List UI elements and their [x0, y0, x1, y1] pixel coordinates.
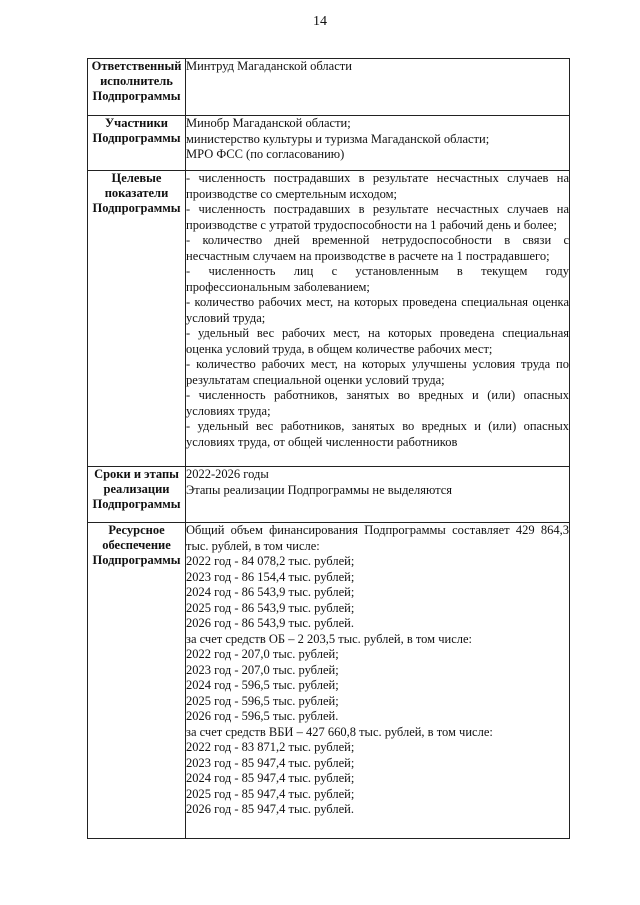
label-timing: Сроки и этапы реализации Подпрограммы: [88, 467, 186, 523]
funding-line: Общий объем финансирования Подпрограммы составляет 429 864,3 тыс. рублей, в том числе:: [186, 523, 569, 553]
row-responsible: [88, 59, 570, 116]
page-number: 14: [313, 14, 327, 29]
timing-line: Этапы реализации Подпрограммы не выделяются: [186, 482, 453, 497]
funding-line: 2024 год - 86 543,9 тыс. рублей;: [186, 585, 355, 599]
row-participants: [88, 116, 570, 171]
funding-line: 2022 год - 83 871,2 тыс. рублей;: [186, 740, 355, 754]
indicator-item: - численность лиц с установленным в текущем году профессиональным заболеванием;: [186, 264, 569, 294]
funding-line: 2025 год - 85 947,4 тыс. рублей;: [186, 786, 355, 801]
indicator-item: - численность работников, занятых во вредных и (или) опасных условиях труда;: [186, 388, 569, 418]
indicator-item: - численность пострадавших в результате несчастных случаев на производстве со смертельным исходом;: [186, 171, 569, 201]
indicator-item: - удельный вес работников, занятых во вредных и (или) опасных условиях труда, от общей численности работников: [186, 419, 569, 449]
row-indicators: [88, 171, 570, 467]
indicator-item: - удельный вес рабочих мест, на которых проведена специальная оценка условий труда, в общем количестве рабочих мест;: [186, 326, 569, 356]
participant-line: МРО ФСС (по согласованию): [186, 147, 345, 161]
label-funding: Ресурсное обеспечение Подпрограммы: [88, 523, 186, 839]
subprogram-passport-table: [87, 58, 570, 839]
value-timing: [186, 467, 570, 523]
indicator-item: - количество рабочих мест, на которых улучшены условия труда по результатам специальной оценки условий труда;: [186, 357, 569, 387]
funding-line: 2025 год - 86 543,9 тыс. рублей;: [186, 600, 355, 615]
label-indicators: Целевые показатели Подпрограммы: [88, 171, 186, 467]
participant-line: Минобр Магаданской области;: [186, 116, 351, 130]
label-participants: Участники Подпрограммы: [88, 116, 186, 171]
value-indicators: [186, 171, 570, 467]
row-funding: [88, 523, 570, 839]
label-responsible: Ответственный исполнитель Подпрограммы: [88, 59, 186, 116]
funding-line: 2025 год - 596,5 тыс. рублей;: [186, 693, 339, 708]
funding-line: 2026 год - 596,5 тыс. рублей.: [186, 709, 339, 723]
indicator-item: - количество рабочих мест, на которых проведена специальная оценка условий труда;: [186, 295, 569, 325]
indicator-item: - количество дней временной нетрудоспособности в связи с несчастным случаем на производстве в расчете на 1 пострадавшего;: [186, 233, 569, 263]
timing-line: 2022-2026 годы: [186, 467, 269, 481]
funding-line: 2026 год - 85 947,4 тыс. рублей.: [186, 802, 354, 816]
funding-line: 2022 год - 207,0 тыс. рублей;: [186, 647, 339, 661]
value-participants: [186, 116, 570, 171]
value-funding: [186, 523, 570, 839]
value-responsible: Минтруд Магаданской области: [186, 59, 570, 116]
participant-line: министерство культуры и туризма Магаданской области;: [186, 131, 490, 146]
funding-line: 2023 год - 207,0 тыс. рублей;: [186, 662, 339, 677]
funding-line: 2022 год - 84 078,2 тыс. рублей;: [186, 554, 355, 568]
funding-line: 2024 год - 85 947,4 тыс. рублей;: [186, 771, 355, 785]
indicator-item: - численность пострадавших в результате несчастных случаев на производстве с утратой трудоспособности на 1 рабочий день и более;: [186, 202, 569, 232]
funding-line: за счет средств ОБ – 2 203,5 тыс. рублей, в том числе:: [186, 631, 472, 646]
funding-line: 2026 год - 86 543,9 тыс. рублей.: [186, 616, 354, 630]
row-timing: [88, 467, 570, 523]
funding-line: 2023 год - 85 947,4 тыс. рублей;: [186, 755, 355, 770]
funding-line: 2023 год - 86 154,4 тыс. рублей;: [186, 569, 355, 584]
funding-line: 2024 год - 596,5 тыс. рублей;: [186, 678, 339, 692]
funding-line: за счет средств ВБИ – 427 660,8 тыс. рублей, в том числе:: [186, 724, 493, 739]
